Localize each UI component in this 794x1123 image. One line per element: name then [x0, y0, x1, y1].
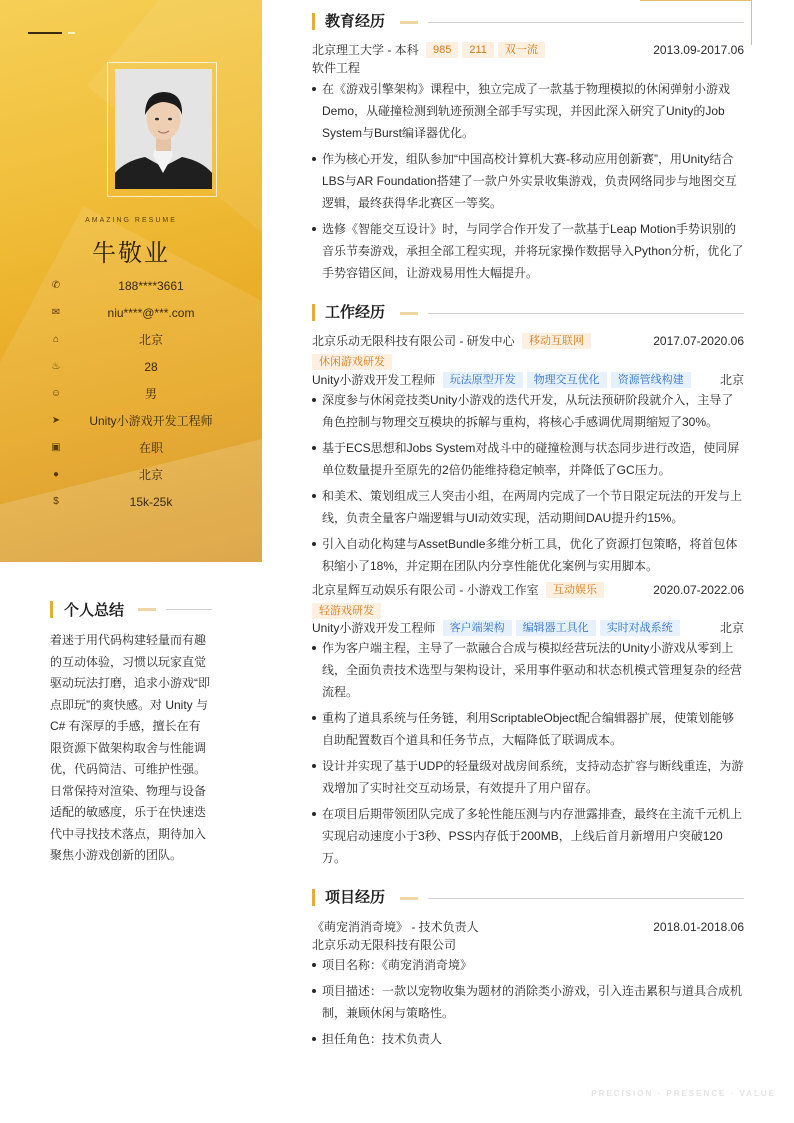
contact-info-text: niu****@***.com	[107, 306, 195, 320]
job-city: 北京	[719, 373, 744, 387]
project-date: 2018.01-2018.06	[653, 920, 744, 934]
job-bullet: 在项目后期带领团队完成了多轮性能压测与内存泄露排查，最终在主流千元机上实现启动速度小于3秒、PSS内存低于200MB，上线后首月新增用户突破120万。	[312, 803, 744, 869]
job-role: Unity小游戏开发工程师	[312, 373, 436, 387]
skill-tag: 客户端架构	[443, 620, 512, 636]
projects-section-header	[312, 888, 744, 908]
decor-line	[428, 22, 744, 23]
decor-line	[428, 898, 744, 899]
job-role: Unity小游戏开发工程师	[312, 621, 436, 635]
education-school-line	[312, 41, 744, 59]
contact-info-row	[50, 304, 232, 322]
contact-info-text: Unity小游戏开发工程师	[89, 414, 213, 428]
job-bullet: 基于ECS思想和Jobs System对战斗中的碰撞检测与状态同步进行改造，使同屏单位数量提升至原先的2倍仍能维持稳定帧率，并降低了GC压力。	[312, 437, 744, 481]
job-company: 北京乐动无限科技有限公司 - 研发中心	[312, 334, 515, 348]
skill-tag: 资源管线构建	[611, 372, 691, 388]
education-title: 教育经历	[325, 13, 386, 30]
home-icon: ⌂	[52, 334, 60, 345]
skill-tag: 编辑器工具化	[516, 620, 596, 636]
job-bullet: 重构了道具系统与任务链，利用ScriptableObject配合编辑器扩展，使策划能够自助配置数百个道具和任务节点，大幅降低了联调成本。	[312, 707, 744, 751]
education-section-header	[312, 12, 744, 32]
gender-icon: ☺	[50, 388, 62, 399]
contact-info-text: 北京	[138, 333, 163, 347]
industry-tag: 互动娱乐	[546, 582, 604, 598]
section-marker	[312, 889, 315, 906]
section-marker	[312, 13, 315, 30]
education-date: 2013.09-2017.06	[653, 43, 744, 57]
decor-line	[138, 608, 156, 611]
job-tag-line	[312, 353, 744, 371]
job-tag-line	[312, 602, 744, 620]
decor-line	[640, 0, 752, 1]
school-tag: 211	[462, 42, 494, 58]
school-name: 北京理工大学 - 本科	[312, 43, 419, 57]
briefcase-icon: ▣	[51, 442, 61, 453]
job-role-line	[312, 371, 744, 389]
decor-line	[28, 32, 62, 34]
job-company-line	[312, 332, 744, 350]
school-tag: 985	[426, 42, 458, 58]
sidebar-background	[0, 0, 262, 562]
school-tag: 双一流	[498, 42, 545, 58]
job-role-line	[312, 619, 744, 637]
job-company: 北京星辉互动娱乐有限公司 - 小游戏工作室	[312, 583, 539, 597]
job-bullet: 作为客户端主程，主导了一款融合合成与模拟经营玩法的Unity小游戏从零到上线，全面负责技术选型与架构设计，采用事件驱动和状态机模式管理复杂的经营流程。	[312, 637, 744, 703]
projects-title: 项目经历	[325, 889, 386, 906]
send-icon: ➤	[51, 415, 61, 426]
contact-info-row	[50, 331, 232, 349]
contact-info-row	[50, 493, 232, 511]
section-marker	[312, 304, 315, 321]
skill-tag: 实时对战系统	[600, 620, 680, 636]
project-bullet: 项目名称：《萌宠消消奇境》	[312, 954, 744, 976]
project-company: 北京乐动无限科技有限公司	[312, 938, 457, 952]
job-bullet: 设计并实现了基于UDP的轻量级对战房间系统，支持动态扩容与断线重连，为游戏增加了实时社交互动场景，有效提升了用户留存。	[312, 755, 744, 799]
decor-line	[400, 897, 418, 900]
work-section-header	[312, 303, 744, 323]
decor-line	[751, 0, 752, 45]
education-bullet: 选修《智能交互设计》时，与同学合作开发了一款基于Leap Motion手势识别的音乐节奏游戏，承担全部工程实现，并将玩家操作数据导入Python分析，优化了手势容错区间，让游戏易用性大幅提升。	[312, 218, 744, 284]
summary-text: 着迷于用代码构建轻量而有趣的互动体验，习惯以玩家直觉驱动玩法打磨，追求小游戏“即点即玩”的爽快感。对 Unity 与 C# 有深厚的手感，擅长在有限资源下做架构取舍与性能调优，代码简洁、可维护性强。日常保持对渲染、物理与设备适配的敏感度，乐于在快速迭代中寻找技术落点，期待加入聚焦小游戏创新的团队。	[50, 633, 210, 862]
job-city: 北京	[719, 621, 744, 635]
project-bullet: 担任角色：技术负责人	[312, 1028, 744, 1050]
education-bullet: 在《游戏引擎架构》课程中，独立完成了一款基于物理模拟的休闲弹射小游戏Demo，从碰撞检测到轨迹预测全部手写实现，并因此深入研究了Unity的Job System与Burst编译器优化。	[312, 78, 744, 144]
mail-icon: ✉	[51, 307, 61, 318]
summary-title: 个人总结	[64, 602, 125, 619]
industry-tag: 休闲游戏研发	[312, 354, 392, 370]
decor-line	[400, 21, 418, 24]
salary-icon: $	[53, 496, 59, 507]
contact-info-row	[50, 466, 232, 484]
contact-info-text: 188****3661	[118, 279, 184, 293]
skill-tag: 玩法原型开发	[443, 372, 523, 388]
contact-info-row	[50, 358, 232, 376]
education-bullet: 作为核心开发，组队参加“中国高校计算机大赛-移动应用创新赛”，用Unity结合LBS与AR Foundation搭建了一款户外实景收集游戏，负责网络同步与地图交互逻辑，最终获得华北赛区一等奖。	[312, 148, 744, 214]
contact-info-text: 在职	[138, 441, 163, 455]
person-portrait-icon	[115, 69, 212, 189]
project-name-line	[312, 918, 744, 936]
contact-info-row	[50, 385, 232, 403]
job-bullet: 引入自动化构建与AssetBundle多维分析工具，优化了资源打包策略，将首包体积缩小了18%，并定期在团队内分享性能优化案例与实用脚本。	[312, 533, 744, 577]
work-title: 工作经历	[325, 304, 386, 321]
section-marker	[50, 601, 53, 618]
footer-motto: PRECISION · PRESENCE · VALUE	[591, 1089, 776, 1098]
industry-tag: 轻游戏研发	[312, 603, 381, 619]
job-company-line	[312, 581, 744, 599]
candidate-name: 牛敬业	[92, 239, 170, 267]
contact-info-text: 28	[144, 360, 158, 374]
contact-info-text: 北京	[138, 468, 163, 482]
industry-tag: 移动互联网	[522, 333, 591, 349]
contact-info-text: 15k-25k	[129, 495, 173, 509]
decor-line	[428, 313, 744, 314]
skill-tag: 物理交互优化	[527, 372, 607, 388]
contact-info-text: 男	[144, 387, 157, 401]
contact-info-row	[50, 412, 232, 430]
project-name: 《萌宠消消奇境》 - 技术负责人	[312, 920, 479, 934]
resume-tagline: AMAZING RESUME	[85, 217, 177, 224]
cake-icon: ♨	[51, 361, 61, 372]
job-date: 2017.07-2020.06	[653, 334, 744, 348]
decor-line	[166, 609, 212, 610]
contact-info-row	[50, 439, 232, 457]
decor-line	[400, 312, 418, 315]
project-bullet: 项目描述：一款以宠物收集为题材的消除类小游戏，引入连击累积与道具合成机制，兼顾休闲与策略性。	[312, 980, 744, 1024]
job-bullet: 和美术、策划组成三人突击小组，在两周内完成了一个节日限定玩法的开发与上线，负责全量客户端逻辑与UI动效实现，活动期间DAU提升约15%。	[312, 485, 744, 529]
decor-line	[68, 32, 75, 34]
contact-info-row	[50, 277, 232, 295]
job-date: 2020.07-2022.06	[653, 583, 744, 597]
location-pin-icon: ●	[52, 469, 60, 480]
avatar-photo	[115, 69, 212, 189]
education-major: 软件工程	[312, 61, 361, 75]
job-bullet: 深度参与休闲竞技类Unity小游戏的迭代开发，从玩法预研阶段就介入，主导了角色控制与物理交互模块的拆解与重构，将核心手感调优周期缩短了30%。	[312, 389, 744, 433]
phone-icon: ✆	[51, 280, 61, 291]
